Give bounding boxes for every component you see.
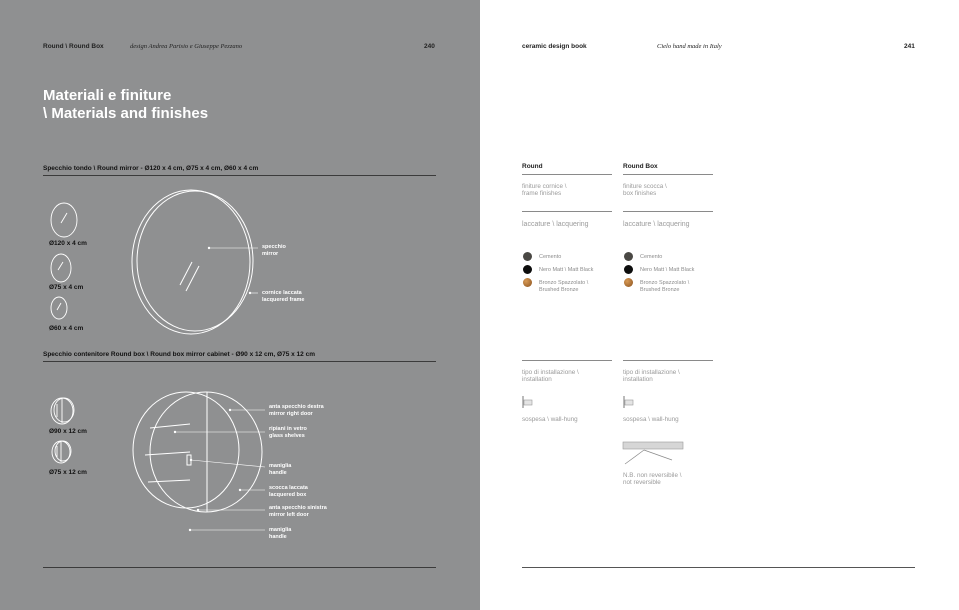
callout-line: lacquered frame: [262, 297, 305, 303]
swatch-brushed-bronze: [523, 278, 532, 287]
callout-line: maniglia: [269, 463, 292, 469]
divider: [522, 211, 612, 212]
divider: [522, 174, 612, 175]
callout-line: lacquered box: [269, 492, 307, 498]
not-reversible-diagram: [622, 440, 686, 466]
finish-name: Cemento: [640, 254, 663, 260]
swatch-matt-black: [523, 265, 532, 274]
callout-line: mirror right door: [269, 411, 313, 417]
page-title-line1: Materiali e finiture: [43, 87, 172, 104]
callout-line: handle: [269, 470, 287, 476]
install-type: sospesa \ wall-hung: [522, 416, 578, 423]
label-line: tipo di installazione \: [522, 369, 579, 376]
lacquer-label: laccature \ lacquering: [522, 221, 589, 228]
column-title-round: Round: [522, 163, 543, 170]
footer-rule: [43, 567, 436, 568]
label-line: box finishes: [623, 190, 657, 197]
callout-line: mirror left door: [269, 512, 309, 518]
callout-line: ripiani in vetro: [269, 426, 307, 432]
box-section-title: Specchio contenitore Round box \ Round box mirror cabinet - Ø90 x 12 cm, Ø75 x 12 cm: [43, 351, 315, 358]
divider: [522, 360, 612, 361]
callout-line: handle: [269, 534, 287, 540]
label-line: tipo di installazione \: [623, 369, 680, 376]
label-line: frame finishes: [522, 190, 562, 197]
callout-line: cornice laccata: [262, 290, 302, 296]
page-number-left: 240: [424, 43, 435, 50]
header-designer: design Andrea Parisio e Giuseppe Pezzano: [130, 43, 243, 50]
install-type: sospesa \ wall-hung: [623, 416, 679, 423]
label-line: Brushed Bronze: [539, 287, 579, 293]
mirror-size-label: Ø60 x 4 cm: [49, 325, 84, 332]
label-line: installation: [522, 376, 552, 383]
label-line: N.B. non reversibile \: [623, 472, 682, 479]
mirror-size-label: Ø120 x 4 cm: [49, 240, 87, 247]
divider: [623, 211, 713, 212]
label-line: Bronzo Spazzolato \: [640, 280, 690, 286]
divider: [623, 174, 713, 175]
callout-handle: [269, 527, 291, 541]
header-section-name: Round \ Round Box: [43, 43, 104, 50]
swatch-cemento: [523, 252, 532, 261]
mirror-size-label: Ø75 x 4 cm: [49, 284, 84, 291]
callout-line: specchio: [262, 244, 286, 250]
installation-label: [623, 369, 680, 383]
callout-lacquered-box: [269, 485, 308, 499]
wall-hung-icon: [623, 396, 637, 410]
finish-name: [640, 280, 689, 294]
finish-name: Nero Matt \ Matt Black: [640, 267, 695, 273]
callout-left-door: [269, 505, 327, 519]
callout-line: maniglia: [269, 527, 292, 533]
callout-line: scocca laccata: [269, 485, 308, 491]
finish-name: Cemento: [539, 254, 562, 260]
callout-line: mirror: [262, 251, 279, 257]
callout-right-door: [269, 404, 324, 418]
label-line: not reversible: [623, 479, 661, 486]
label-line: finiture cornice \: [522, 183, 567, 190]
swatch-matt-black: [624, 265, 633, 274]
swatch-cemento: [624, 252, 633, 261]
finish-type-label: [623, 183, 667, 197]
callout-glass-shelves: [269, 426, 307, 440]
lacquer-label: laccature \ lacquering: [623, 221, 690, 228]
installation-label: [522, 369, 579, 383]
header-book-name: ceramic design book: [522, 43, 587, 50]
footer-rule: [522, 567, 915, 568]
label-line: finiture scocca \: [623, 183, 667, 190]
label-line: Brushed Bronze: [640, 287, 680, 293]
page-number-right: 241: [904, 43, 915, 50]
callout-line: anta specchio destra: [269, 404, 324, 410]
mirror-section-title: Specchio tondo \ Round mirror - Ø120 x 4 cm, Ø75 x 4 cm, Ø60 x 4 cm: [43, 165, 259, 172]
callout-handle: [269, 463, 291, 477]
header-tagline: Cielo hand made in Italy: [657, 43, 722, 50]
callout-line: glass shelves: [269, 433, 305, 439]
finish-name: Nero Matt \ Matt Black: [539, 267, 594, 273]
right-page: [480, 0, 959, 610]
not-reversible-note: [623, 472, 681, 486]
swatch-brushed-bronze: [624, 278, 633, 287]
page-title-line2: \ Materials and finishes: [43, 105, 209, 122]
box-size-label: Ø75 x 12 cm: [49, 469, 87, 476]
label-line: Bronzo Spazzolato \: [539, 280, 589, 286]
label-line: installation: [623, 376, 653, 383]
column-title-round-box: Round Box: [623, 163, 658, 170]
finish-name: [539, 280, 588, 294]
box-size-label: Ø90 x 12 cm: [49, 428, 87, 435]
wall-hung-icon: [522, 396, 536, 410]
divider: [623, 360, 713, 361]
callout-line: anta specchio sinistra: [269, 505, 327, 511]
finish-type-label: [522, 183, 566, 197]
